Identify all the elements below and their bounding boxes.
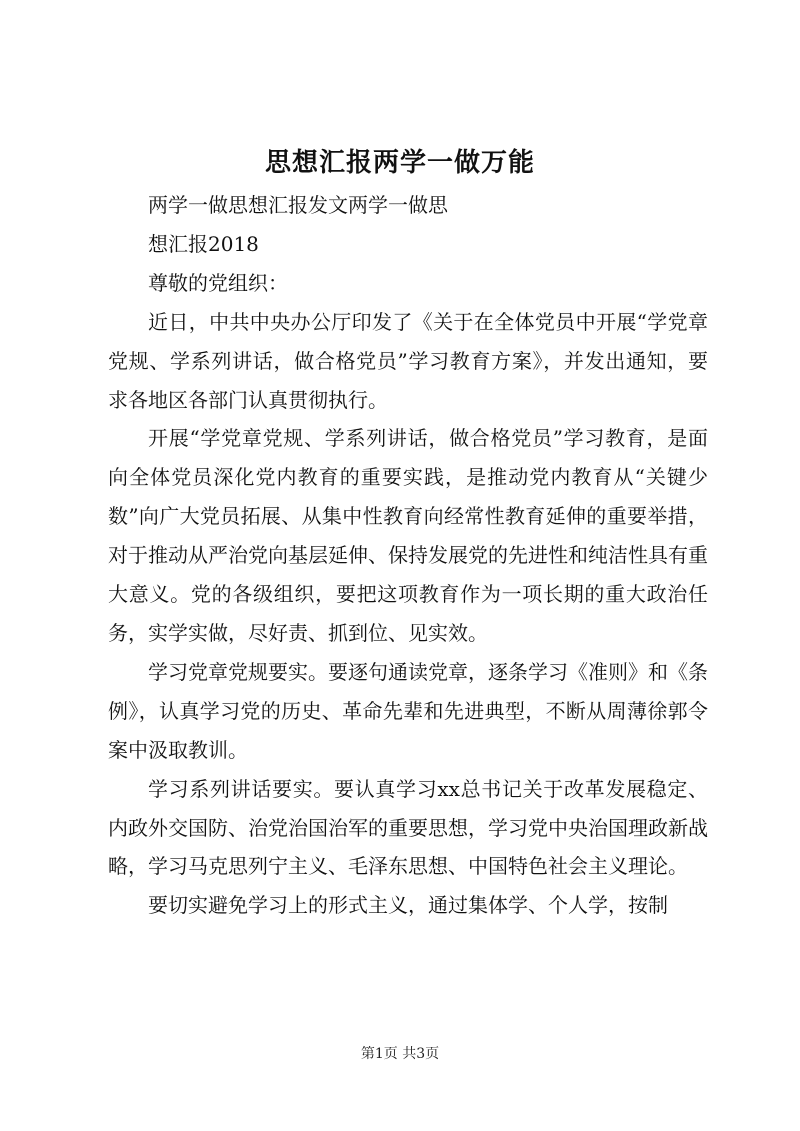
document-body bbox=[108, 186, 708, 925]
paragraph-study-party-rules: 学习党章党规要实。要逐句通读党章，逐条学习《准则》和《条例》，认真学习党的历史、革命先辈和先进典型，不断从周薄徐郭令案中汲取教训。 bbox=[108, 659, 708, 762]
page-number-footer: 第1页 共3页 bbox=[360, 1046, 440, 1062]
paragraph-subtitle-line-2: 想汇报2018 bbox=[148, 231, 259, 256]
paragraph-notice: 近日，中共中央办公厅印发了《关于在全体党员中开展“学党章党规、学系列讲话，做合格党员”学习教育方案》，并发出通知，要求各地区各部门认真贯彻执行。 bbox=[108, 309, 708, 412]
paragraph-subtitle-line-1: 两学一做思想汇报发文两学一做思 bbox=[148, 193, 448, 217]
paragraph-salutation: 尊敬的党组织： bbox=[148, 270, 288, 295]
paragraph-significance: 开展“学党章党规、学系列讲话，做合格党员”学习教育，是面向全体党员深化党内教育的重要实践，是推动党内教育从“关键少数”向广大党员拓展、从集中性教育向经常性教育延伸的重要举措，对于推动从严治党向基层延伸、保持发展党的先进性和纯洁性具有重大意义。党的各级组织，要把这项教育作为一项长期的重大政治任务，实学实做，尽好责、抓到位、见实效。 bbox=[108, 426, 708, 645]
document-title: 思想汇报两学一做万能 bbox=[264, 148, 535, 178]
paragraph-avoid-formalism: 要切实避免学习上的形式主义，通过集体学、个人学，按制 bbox=[148, 893, 668, 918]
paragraph-study-speeches: 学习系列讲话要实。要认真学习xx总书记关于改革发展稳定、内政外交国防、治党治国治军的重要思想，学习党中央治国理政新战略，学习马克思列宁主义、毛泽东思想、中国特色社会主义理论。 bbox=[108, 776, 708, 879]
